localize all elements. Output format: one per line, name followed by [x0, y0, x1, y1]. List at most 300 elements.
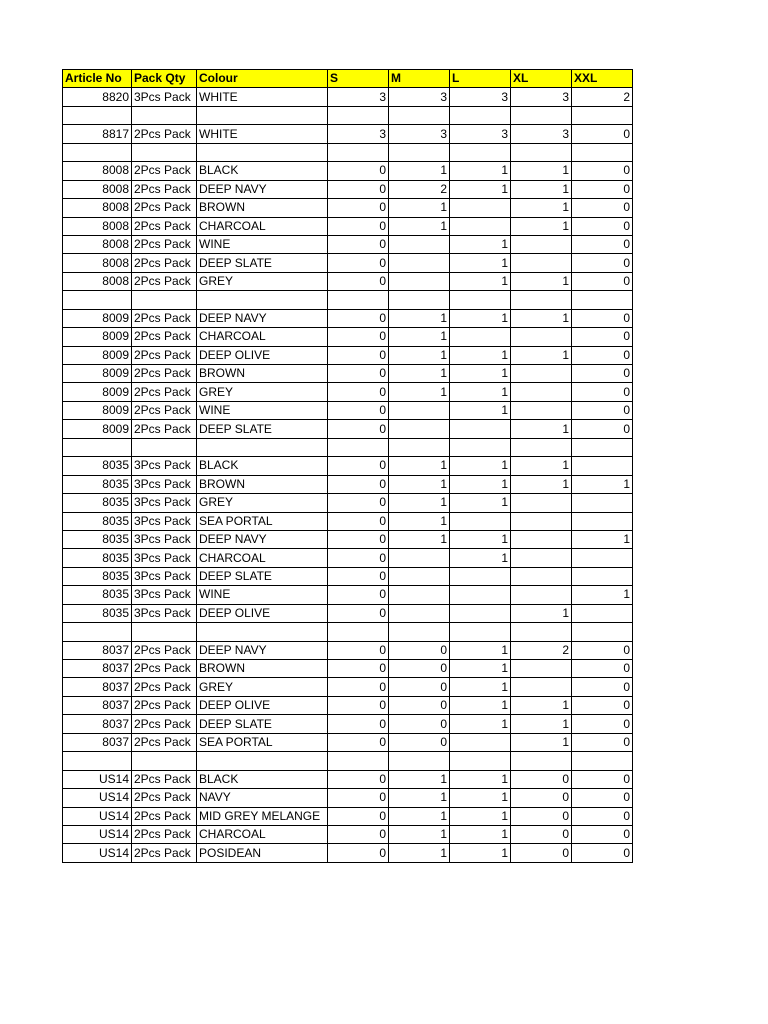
- cell-article-no[interactable]: 8008: [63, 199, 132, 217]
- cell-colour[interactable]: BROWN: [197, 365, 328, 383]
- cell-size-xxl[interactable]: [572, 623, 633, 641]
- cell-size-xl[interactable]: [511, 143, 572, 161]
- header-size-xxl[interactable]: XXL: [572, 70, 633, 88]
- cell-size-xl[interactable]: 1: [511, 733, 572, 751]
- cell-size-xxl[interactable]: [572, 143, 633, 161]
- cell-size-m[interactable]: [389, 438, 450, 456]
- cell-size-l[interactable]: 1: [450, 346, 511, 364]
- cell-size-l[interactable]: 1: [450, 549, 511, 567]
- cell-pack-qty[interactable]: 2Pcs Pack: [132, 715, 197, 733]
- cell-size-xl[interactable]: 1: [511, 457, 572, 475]
- cell-colour[interactable]: WINE: [197, 586, 328, 604]
- cell-size-m[interactable]: [389, 549, 450, 567]
- cell-size-m[interactable]: 1: [389, 457, 450, 475]
- cell-size-xl[interactable]: 0: [511, 770, 572, 788]
- cell-size-l[interactable]: [450, 567, 511, 585]
- cell-article-no[interactable]: [63, 291, 132, 309]
- cell-article-no[interactable]: US14: [63, 825, 132, 843]
- cell-size-s[interactable]: [328, 291, 389, 309]
- cell-size-s[interactable]: 0: [328, 530, 389, 548]
- cell-colour[interactable]: BLACK: [197, 162, 328, 180]
- cell-colour[interactable]: GREY: [197, 272, 328, 290]
- cell-size-l[interactable]: 1: [450, 494, 511, 512]
- cell-size-xl[interactable]: [511, 365, 572, 383]
- cell-size-xl[interactable]: [511, 678, 572, 696]
- cell-size-xl[interactable]: 2: [511, 641, 572, 659]
- cell-size-l[interactable]: 1: [450, 235, 511, 253]
- cell-size-xxl[interactable]: 1: [572, 586, 633, 604]
- cell-colour[interactable]: DEEP NAVY: [197, 309, 328, 327]
- cell-size-m[interactable]: [389, 272, 450, 290]
- cell-pack-qty[interactable]: 3Pcs Pack: [132, 494, 197, 512]
- cell-size-xl[interactable]: 0: [511, 825, 572, 843]
- cell-pack-qty[interactable]: 3Pcs Pack: [132, 586, 197, 604]
- cell-colour[interactable]: GREY: [197, 494, 328, 512]
- cell-article-no[interactable]: [63, 623, 132, 641]
- cell-size-m[interactable]: 1: [389, 346, 450, 364]
- cell-pack-qty[interactable]: 2Pcs Pack: [132, 825, 197, 843]
- cell-pack-qty[interactable]: 3Pcs Pack: [132, 457, 197, 475]
- cell-size-xl[interactable]: [511, 494, 572, 512]
- cell-pack-qty[interactable]: 3Pcs Pack: [132, 88, 197, 106]
- cell-colour[interactable]: CHARCOAL: [197, 217, 328, 235]
- cell-size-s[interactable]: 0: [328, 512, 389, 530]
- cell-pack-qty[interactable]: 2Pcs Pack: [132, 328, 197, 346]
- cell-pack-qty[interactable]: 2Pcs Pack: [132, 789, 197, 807]
- cell-size-s[interactable]: 0: [328, 383, 389, 401]
- header-size-m[interactable]: M: [389, 70, 450, 88]
- cell-size-s[interactable]: 0: [328, 162, 389, 180]
- cell-pack-qty[interactable]: 2Pcs Pack: [132, 770, 197, 788]
- cell-size-s[interactable]: 0: [328, 807, 389, 825]
- cell-size-s[interactable]: [328, 106, 389, 124]
- cell-colour[interactable]: BROWN: [197, 660, 328, 678]
- cell-size-s[interactable]: 0: [328, 457, 389, 475]
- cell-size-s[interactable]: 0: [328, 844, 389, 862]
- cell-size-s[interactable]: 0: [328, 199, 389, 217]
- cell-size-l[interactable]: [450, 199, 511, 217]
- cell-size-m[interactable]: 1: [389, 530, 450, 548]
- cell-size-m[interactable]: [389, 106, 450, 124]
- cell-size-s[interactable]: 0: [328, 770, 389, 788]
- cell-size-m[interactable]: 3: [389, 125, 450, 143]
- cell-colour[interactable]: CHARCOAL: [197, 825, 328, 843]
- cell-size-l[interactable]: 1: [450, 180, 511, 198]
- cell-size-l[interactable]: 1: [450, 715, 511, 733]
- cell-size-xxl[interactable]: [572, 604, 633, 622]
- cell-colour[interactable]: BROWN: [197, 475, 328, 493]
- cell-colour[interactable]: WINE: [197, 235, 328, 253]
- cell-article-no[interactable]: 8037: [63, 733, 132, 751]
- cell-pack-qty[interactable]: 2Pcs Pack: [132, 180, 197, 198]
- cell-pack-qty[interactable]: 2Pcs Pack: [132, 272, 197, 290]
- cell-size-xl[interactable]: 1: [511, 162, 572, 180]
- cell-size-xxl[interactable]: 0: [572, 789, 633, 807]
- cell-size-m[interactable]: 0: [389, 696, 450, 714]
- header-pack-qty[interactable]: Pack Qty: [132, 70, 197, 88]
- cell-size-m[interactable]: 1: [389, 217, 450, 235]
- cell-size-s[interactable]: 0: [328, 733, 389, 751]
- cell-size-l[interactable]: [450, 217, 511, 235]
- cell-size-m[interactable]: 1: [389, 512, 450, 530]
- cell-size-xxl[interactable]: 0: [572, 272, 633, 290]
- cell-colour[interactable]: [197, 752, 328, 770]
- cell-size-xl[interactable]: [511, 438, 572, 456]
- cell-article-no[interactable]: 8008: [63, 254, 132, 272]
- cell-pack-qty[interactable]: 2Pcs Pack: [132, 383, 197, 401]
- cell-size-xl[interactable]: [511, 254, 572, 272]
- cell-colour[interactable]: GREY: [197, 678, 328, 696]
- header-size-xl[interactable]: XL: [511, 70, 572, 88]
- cell-colour[interactable]: DEEP NAVY: [197, 180, 328, 198]
- cell-colour[interactable]: POSIDEAN: [197, 844, 328, 862]
- cell-size-s[interactable]: 0: [328, 254, 389, 272]
- cell-size-s[interactable]: 0: [328, 641, 389, 659]
- cell-article-no[interactable]: US14: [63, 844, 132, 862]
- cell-article-no[interactable]: 8035: [63, 475, 132, 493]
- cell-article-no[interactable]: 8037: [63, 678, 132, 696]
- cell-size-xl[interactable]: [511, 401, 572, 419]
- cell-colour[interactable]: GREY: [197, 383, 328, 401]
- cell-article-no[interactable]: 8037: [63, 641, 132, 659]
- cell-size-xl[interactable]: 1: [511, 604, 572, 622]
- cell-size-xl[interactable]: 1: [511, 180, 572, 198]
- cell-pack-qty[interactable]: [132, 143, 197, 161]
- cell-colour[interactable]: DEEP NAVY: [197, 530, 328, 548]
- cell-pack-qty[interactable]: 3Pcs Pack: [132, 567, 197, 585]
- cell-size-l[interactable]: 1: [450, 383, 511, 401]
- cell-size-l[interactable]: [450, 328, 511, 346]
- cell-size-xl[interactable]: [511, 549, 572, 567]
- cell-pack-qty[interactable]: 3Pcs Pack: [132, 512, 197, 530]
- cell-colour[interactable]: DEEP SLATE: [197, 420, 328, 438]
- cell-size-l[interactable]: 1: [450, 844, 511, 862]
- cell-article-no[interactable]: 8008: [63, 162, 132, 180]
- cell-pack-qty[interactable]: 2Pcs Pack: [132, 162, 197, 180]
- cell-size-l[interactable]: [450, 752, 511, 770]
- cell-size-xxl[interactable]: 0: [572, 254, 633, 272]
- cell-size-m[interactable]: 1: [389, 494, 450, 512]
- cell-article-no[interactable]: [63, 106, 132, 124]
- cell-size-s[interactable]: 0: [328, 789, 389, 807]
- cell-size-xl[interactable]: [511, 623, 572, 641]
- cell-size-m[interactable]: 1: [389, 365, 450, 383]
- cell-size-l[interactable]: [450, 586, 511, 604]
- cell-size-s[interactable]: 0: [328, 696, 389, 714]
- cell-size-m[interactable]: [389, 143, 450, 161]
- cell-size-s[interactable]: 0: [328, 715, 389, 733]
- cell-colour[interactable]: NAVY: [197, 789, 328, 807]
- cell-colour[interactable]: DEEP OLIVE: [197, 604, 328, 622]
- cell-size-xxl[interactable]: 0: [572, 217, 633, 235]
- cell-size-l[interactable]: 1: [450, 807, 511, 825]
- cell-size-s[interactable]: 0: [328, 365, 389, 383]
- cell-size-xxl[interactable]: 0: [572, 715, 633, 733]
- cell-size-xxl[interactable]: 0: [572, 420, 633, 438]
- cell-size-m[interactable]: 1: [389, 199, 450, 217]
- cell-colour[interactable]: [197, 623, 328, 641]
- cell-size-xl[interactable]: 1: [511, 217, 572, 235]
- cell-size-m[interactable]: [389, 420, 450, 438]
- cell-article-no[interactable]: 8009: [63, 383, 132, 401]
- cell-size-s[interactable]: 0: [328, 549, 389, 567]
- cell-size-s[interactable]: 3: [328, 88, 389, 106]
- cell-colour[interactable]: [197, 143, 328, 161]
- cell-size-s[interactable]: 0: [328, 309, 389, 327]
- cell-article-no[interactable]: 8035: [63, 530, 132, 548]
- cell-size-s[interactable]: 0: [328, 494, 389, 512]
- cell-size-xxl[interactable]: 0: [572, 770, 633, 788]
- cell-article-no[interactable]: [63, 438, 132, 456]
- cell-size-xxl[interactable]: 0: [572, 696, 633, 714]
- cell-article-no[interactable]: 8008: [63, 272, 132, 290]
- cell-size-l[interactable]: 1: [450, 401, 511, 419]
- cell-article-no[interactable]: 8008: [63, 217, 132, 235]
- cell-colour[interactable]: DEEP OLIVE: [197, 696, 328, 714]
- cell-size-xl[interactable]: [511, 567, 572, 585]
- cell-size-xl[interactable]: 0: [511, 807, 572, 825]
- cell-size-s[interactable]: 0: [328, 180, 389, 198]
- cell-article-no[interactable]: 8009: [63, 328, 132, 346]
- cell-pack-qty[interactable]: 2Pcs Pack: [132, 346, 197, 364]
- cell-pack-qty[interactable]: 3Pcs Pack: [132, 549, 197, 567]
- cell-size-xxl[interactable]: 0: [572, 401, 633, 419]
- cell-size-xxl[interactable]: 0: [572, 825, 633, 843]
- cell-size-s[interactable]: [328, 623, 389, 641]
- cell-pack-qty[interactable]: 2Pcs Pack: [132, 125, 197, 143]
- cell-size-m[interactable]: [389, 604, 450, 622]
- cell-pack-qty[interactable]: 2Pcs Pack: [132, 678, 197, 696]
- cell-size-xxl[interactable]: 2: [572, 88, 633, 106]
- cell-size-m[interactable]: 0: [389, 733, 450, 751]
- cell-size-s[interactable]: 0: [328, 825, 389, 843]
- cell-article-no[interactable]: 8820: [63, 88, 132, 106]
- cell-size-l[interactable]: [450, 420, 511, 438]
- cell-size-l[interactable]: [450, 733, 511, 751]
- cell-size-m[interactable]: [389, 752, 450, 770]
- cell-size-xxl[interactable]: 0: [572, 365, 633, 383]
- cell-article-no[interactable]: 8037: [63, 660, 132, 678]
- cell-size-m[interactable]: 0: [389, 660, 450, 678]
- cell-colour[interactable]: MID GREY MELANGE: [197, 807, 328, 825]
- cell-article-no[interactable]: US14: [63, 770, 132, 788]
- cell-article-no[interactable]: 8009: [63, 346, 132, 364]
- cell-size-l[interactable]: 1: [450, 696, 511, 714]
- cell-article-no[interactable]: 8035: [63, 604, 132, 622]
- cell-size-s[interactable]: 0: [328, 346, 389, 364]
- cell-size-s[interactable]: 0: [328, 272, 389, 290]
- cell-size-xxl[interactable]: 0: [572, 199, 633, 217]
- cell-size-xxl[interactable]: [572, 438, 633, 456]
- cell-colour[interactable]: [197, 291, 328, 309]
- cell-colour[interactable]: SEA PORTAL: [197, 512, 328, 530]
- cell-size-m[interactable]: 3: [389, 88, 450, 106]
- cell-pack-qty[interactable]: 2Pcs Pack: [132, 401, 197, 419]
- cell-colour[interactable]: WHITE: [197, 88, 328, 106]
- cell-pack-qty[interactable]: 2Pcs Pack: [132, 365, 197, 383]
- cell-size-l[interactable]: 1: [450, 825, 511, 843]
- cell-size-xxl[interactable]: 1: [572, 530, 633, 548]
- cell-size-xl[interactable]: 1: [511, 475, 572, 493]
- cell-colour[interactable]: DEEP NAVY: [197, 641, 328, 659]
- cell-size-xxl[interactable]: [572, 567, 633, 585]
- cell-article-no[interactable]: [63, 143, 132, 161]
- cell-pack-qty[interactable]: 2Pcs Pack: [132, 733, 197, 751]
- cell-size-s[interactable]: [328, 438, 389, 456]
- cell-size-s[interactable]: 0: [328, 660, 389, 678]
- cell-size-m[interactable]: [389, 401, 450, 419]
- cell-colour[interactable]: SEA PORTAL: [197, 733, 328, 751]
- cell-size-xl[interactable]: 1: [511, 346, 572, 364]
- cell-colour[interactable]: WINE: [197, 401, 328, 419]
- cell-size-m[interactable]: 0: [389, 641, 450, 659]
- cell-article-no[interactable]: 8009: [63, 309, 132, 327]
- cell-colour[interactable]: WHITE: [197, 125, 328, 143]
- header-size-s[interactable]: S: [328, 70, 389, 88]
- cell-pack-qty[interactable]: 3Pcs Pack: [132, 530, 197, 548]
- cell-pack-qty[interactable]: [132, 623, 197, 641]
- cell-colour[interactable]: BLACK: [197, 770, 328, 788]
- cell-colour[interactable]: [197, 106, 328, 124]
- cell-size-xl[interactable]: [511, 235, 572, 253]
- cell-size-m[interactable]: [389, 235, 450, 253]
- cell-size-xxl[interactable]: [572, 106, 633, 124]
- cell-colour[interactable]: DEEP SLATE: [197, 254, 328, 272]
- cell-pack-qty[interactable]: [132, 106, 197, 124]
- cell-size-l[interactable]: [450, 623, 511, 641]
- cell-size-xxl[interactable]: 0: [572, 346, 633, 364]
- cell-size-m[interactable]: [389, 254, 450, 272]
- cell-pack-qty[interactable]: 2Pcs Pack: [132, 844, 197, 862]
- cell-size-m[interactable]: 1: [389, 825, 450, 843]
- cell-article-no[interactable]: 8009: [63, 401, 132, 419]
- cell-pack-qty[interactable]: 3Pcs Pack: [132, 604, 197, 622]
- cell-article-no[interactable]: 8035: [63, 549, 132, 567]
- cell-pack-qty[interactable]: 2Pcs Pack: [132, 235, 197, 253]
- cell-pack-qty[interactable]: [132, 752, 197, 770]
- cell-article-no[interactable]: [63, 752, 132, 770]
- cell-size-xxl[interactable]: [572, 752, 633, 770]
- cell-size-m[interactable]: [389, 567, 450, 585]
- cell-article-no[interactable]: 8037: [63, 696, 132, 714]
- cell-size-xl[interactable]: 0: [511, 789, 572, 807]
- cell-pack-qty[interactable]: 2Pcs Pack: [132, 217, 197, 235]
- cell-article-no[interactable]: 8035: [63, 457, 132, 475]
- cell-article-no[interactable]: 8035: [63, 512, 132, 530]
- cell-size-m[interactable]: 1: [389, 383, 450, 401]
- cell-size-xxl[interactable]: 0: [572, 733, 633, 751]
- cell-size-xl[interactable]: 1: [511, 309, 572, 327]
- cell-size-xxl[interactable]: [572, 549, 633, 567]
- cell-size-s[interactable]: 0: [328, 217, 389, 235]
- cell-size-xl[interactable]: 0: [511, 844, 572, 862]
- cell-size-xxl[interactable]: 1: [572, 475, 633, 493]
- cell-colour[interactable]: BROWN: [197, 199, 328, 217]
- cell-size-s[interactable]: 0: [328, 604, 389, 622]
- cell-size-s[interactable]: [328, 143, 389, 161]
- cell-pack-qty[interactable]: 2Pcs Pack: [132, 309, 197, 327]
- cell-size-m[interactable]: 1: [389, 309, 450, 327]
- cell-size-l[interactable]: 1: [450, 162, 511, 180]
- cell-article-no[interactable]: 8035: [63, 586, 132, 604]
- cell-size-l[interactable]: 1: [450, 457, 511, 475]
- cell-size-xl[interactable]: [511, 106, 572, 124]
- cell-size-xl[interactable]: 1: [511, 696, 572, 714]
- cell-size-xxl[interactable]: 0: [572, 383, 633, 401]
- cell-size-xl[interactable]: [511, 328, 572, 346]
- cell-pack-qty[interactable]: 2Pcs Pack: [132, 420, 197, 438]
- cell-size-xxl[interactable]: 0: [572, 641, 633, 659]
- cell-size-l[interactable]: 1: [450, 770, 511, 788]
- cell-size-l[interactable]: 1: [450, 789, 511, 807]
- cell-size-xl[interactable]: 1: [511, 420, 572, 438]
- cell-article-no[interactable]: 8035: [63, 494, 132, 512]
- cell-size-l[interactable]: 1: [450, 660, 511, 678]
- cell-size-m[interactable]: [389, 291, 450, 309]
- cell-size-xl[interactable]: 3: [511, 88, 572, 106]
- cell-size-l[interactable]: 1: [450, 641, 511, 659]
- cell-size-l[interactable]: 1: [450, 678, 511, 696]
- cell-size-xxl[interactable]: 0: [572, 660, 633, 678]
- cell-size-s[interactable]: 0: [328, 401, 389, 419]
- cell-size-xxl[interactable]: 0: [572, 180, 633, 198]
- cell-pack-qty[interactable]: [132, 291, 197, 309]
- cell-size-xxl[interactable]: [572, 512, 633, 530]
- cell-size-s[interactable]: 0: [328, 235, 389, 253]
- cell-size-xxl[interactable]: 0: [572, 844, 633, 862]
- cell-size-xxl[interactable]: [572, 494, 633, 512]
- cell-pack-qty[interactable]: 2Pcs Pack: [132, 254, 197, 272]
- cell-colour[interactable]: DEEP SLATE: [197, 715, 328, 733]
- cell-pack-qty[interactable]: [132, 438, 197, 456]
- cell-size-xl[interactable]: [511, 586, 572, 604]
- cell-pack-qty[interactable]: 2Pcs Pack: [132, 660, 197, 678]
- cell-size-m[interactable]: 1: [389, 807, 450, 825]
- cell-size-m[interactable]: [389, 623, 450, 641]
- cell-size-m[interactable]: 0: [389, 678, 450, 696]
- cell-colour[interactable]: BLACK: [197, 457, 328, 475]
- cell-pack-qty[interactable]: 2Pcs Pack: [132, 807, 197, 825]
- cell-pack-qty[interactable]: 3Pcs Pack: [132, 475, 197, 493]
- cell-size-l[interactable]: 1: [450, 475, 511, 493]
- cell-size-l[interactable]: [450, 143, 511, 161]
- cell-size-s[interactable]: 0: [328, 567, 389, 585]
- cell-colour[interactable]: DEEP OLIVE: [197, 346, 328, 364]
- cell-size-m[interactable]: 1: [389, 328, 450, 346]
- cell-size-l[interactable]: [450, 512, 511, 530]
- cell-size-l[interactable]: 1: [450, 272, 511, 290]
- cell-size-xxl[interactable]: 0: [572, 678, 633, 696]
- cell-size-m[interactable]: 1: [389, 475, 450, 493]
- cell-article-no[interactable]: 8817: [63, 125, 132, 143]
- cell-article-no[interactable]: 8008: [63, 235, 132, 253]
- cell-size-l[interactable]: [450, 604, 511, 622]
- cell-size-s[interactable]: 3: [328, 125, 389, 143]
- cell-article-no[interactable]: 8009: [63, 365, 132, 383]
- cell-article-no[interactable]: 8009: [63, 420, 132, 438]
- cell-size-l[interactable]: 1: [450, 365, 511, 383]
- cell-size-xl[interactable]: [511, 512, 572, 530]
- cell-size-s[interactable]: [328, 752, 389, 770]
- cell-size-m[interactable]: [389, 586, 450, 604]
- cell-size-l[interactable]: [450, 106, 511, 124]
- cell-article-no[interactable]: US14: [63, 807, 132, 825]
- cell-size-l[interactable]: [450, 438, 511, 456]
- cell-pack-qty[interactable]: 2Pcs Pack: [132, 641, 197, 659]
- cell-size-l[interactable]: 1: [450, 309, 511, 327]
- cell-article-no[interactable]: 8035: [63, 567, 132, 585]
- cell-size-s[interactable]: 0: [328, 420, 389, 438]
